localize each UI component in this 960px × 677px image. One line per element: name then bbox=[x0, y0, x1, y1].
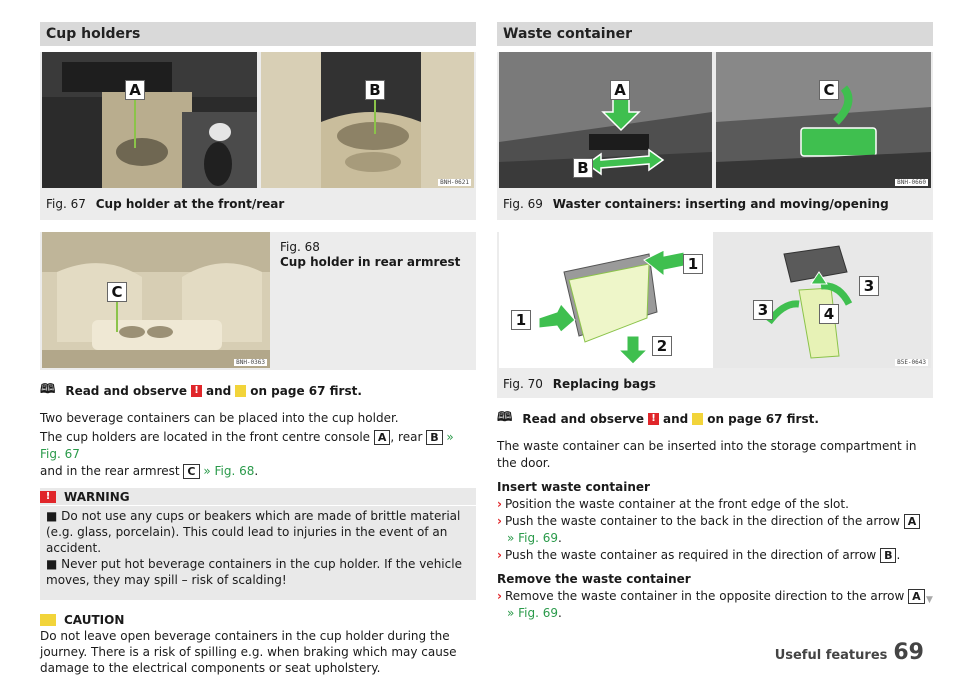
insert-step-1 bbox=[497, 496, 933, 513]
fig70-label-1b: 1 bbox=[511, 310, 531, 330]
fig69-photo-open bbox=[716, 52, 931, 188]
insert-step-2-text: Push the waste container to the back in the direction of the arrow bbox=[504, 514, 900, 528]
read-observe-post: on page 67 first. bbox=[707, 412, 819, 426]
page-number: 69 bbox=[893, 640, 924, 665]
fig70-label-2: 2 bbox=[652, 336, 672, 356]
fig67-caption bbox=[40, 190, 290, 218]
caution-text: Do not leave open beverage containers in the cup holder during the journey. There is a risk of spilling e.g. when braking which may cause damage to the electrical components or seat upholstery. bbox=[40, 629, 457, 675]
book-icon: 🕮 bbox=[497, 410, 513, 425]
paragraph-2 bbox=[40, 429, 476, 480]
bullet-icon: ■ bbox=[46, 509, 58, 523]
fig69-photo-insert bbox=[499, 52, 712, 188]
warning-title: WARNING bbox=[64, 489, 130, 504]
section-title-cup-holders: Cup holders bbox=[40, 22, 476, 46]
fig68-title: Cup holder in rear armrest bbox=[280, 255, 461, 269]
fig67-label-b: B bbox=[365, 80, 385, 100]
p2-text2: , rear bbox=[390, 430, 423, 444]
badge-a: A bbox=[904, 514, 921, 529]
fig68-photo bbox=[42, 232, 270, 368]
fig70-title: Replacing bags bbox=[552, 377, 656, 391]
insert-step-2 bbox=[497, 513, 933, 547]
caution-icon bbox=[235, 385, 246, 397]
fig69-label-c: C bbox=[819, 80, 839, 100]
paragraph-1: Two beverage containers can be placed into the cup holder. bbox=[40, 411, 399, 425]
link-fig67[interactable]: » Fig. 67 bbox=[40, 430, 454, 461]
read-observe-and: and bbox=[205, 384, 232, 398]
caution-icon bbox=[692, 413, 703, 425]
fig70-label-1a: 1 bbox=[683, 254, 703, 274]
fig69-caption bbox=[497, 190, 895, 218]
fig68-number: Fig. 68 bbox=[280, 240, 320, 254]
fig67-label-a: A bbox=[125, 80, 145, 100]
fig67-photo-front bbox=[42, 52, 257, 188]
read-observe-right bbox=[497, 408, 933, 430]
section-title-waste-container: Waste container bbox=[497, 22, 933, 46]
read-observe-and: and bbox=[662, 412, 689, 426]
insert-step-3 bbox=[497, 547, 933, 564]
fig70-label-4: 4 bbox=[819, 304, 839, 324]
insert-step-2-end: . bbox=[558, 531, 562, 545]
fig69-number: Fig. 69 bbox=[503, 197, 543, 211]
warning-item-2-text: Never put hot beverage containers in the cup holder. If the vehicle moves, they may spill – risk of scalding! bbox=[46, 557, 462, 587]
warning-box bbox=[40, 488, 476, 600]
caution-title: CAUTION bbox=[64, 613, 125, 627]
chevron-right-icon: › bbox=[497, 589, 502, 603]
caution-icon bbox=[40, 614, 56, 626]
fig70-caption bbox=[497, 370, 662, 398]
read-observe-post: on page 67 first. bbox=[250, 384, 362, 398]
fig67-title: Cup holder at the front/rear bbox=[95, 197, 285, 211]
fig70-illustration bbox=[499, 232, 931, 368]
left-column bbox=[40, 22, 476, 676]
badge-b: B bbox=[426, 430, 442, 445]
continue-arrow-icon: ▼ bbox=[926, 595, 933, 605]
warning-icon: ! bbox=[648, 413, 659, 425]
warning-item-2 bbox=[40, 556, 476, 600]
p2-text3: and in the rear armrest bbox=[40, 464, 180, 478]
fig67-photo-rear bbox=[261, 52, 474, 188]
caution-header bbox=[40, 612, 476, 628]
warning-item-1-text: Do not use any cups or beakers which are made of brittle material (e.g. glass, porcelain). This could lead to injuries in the event of an accident. bbox=[46, 509, 461, 555]
read-observe-left bbox=[40, 380, 476, 402]
fig69-label-a: A bbox=[610, 80, 630, 100]
badge-c: C bbox=[183, 464, 199, 479]
fig69-code: BNH-0660 bbox=[897, 179, 926, 186]
remove-step-1 bbox=[497, 588, 933, 622]
footer-section: Useful features bbox=[774, 648, 888, 663]
page-footer bbox=[775, 640, 924, 665]
remove-heading: Remove the waste container bbox=[497, 572, 691, 586]
fig68-caption bbox=[280, 240, 460, 270]
warning-header bbox=[40, 488, 476, 506]
fig68-label-c: C bbox=[107, 282, 127, 302]
fig70-number: Fig. 70 bbox=[503, 377, 543, 391]
remove-step-1-end: . bbox=[558, 606, 562, 620]
figure-68 bbox=[40, 232, 476, 370]
warning-icon: ! bbox=[191, 385, 202, 397]
figure-69 bbox=[497, 52, 933, 220]
insert-step-3-end: . bbox=[896, 548, 901, 562]
link-fig68[interactable]: » Fig. 68 bbox=[203, 464, 255, 478]
chevron-right-icon: › bbox=[497, 514, 502, 528]
book-icon: 🕮 bbox=[40, 382, 56, 397]
waste-intro: The waste container can be inserted into the storage compartment in the door. bbox=[497, 439, 917, 470]
fig69-label-b: B bbox=[573, 158, 593, 178]
bullet-icon: ■ bbox=[46, 557, 58, 571]
link-fig69[interactable]: » Fig. 69 bbox=[507, 606, 559, 620]
warning-item-1 bbox=[40, 506, 476, 556]
insert-heading: Insert waste container bbox=[497, 480, 650, 494]
chevron-right-icon: › bbox=[497, 497, 502, 511]
p2-text4: . bbox=[254, 464, 259, 478]
caution-block bbox=[40, 612, 476, 676]
fig68-code: BNH-0363 bbox=[236, 359, 265, 366]
remove-step-1-text: Remove the waste container in the opposite direction to the arrow bbox=[504, 589, 905, 603]
right-column bbox=[497, 22, 933, 622]
read-observe-pre: Read and observe bbox=[65, 384, 187, 398]
insert-step-1-text: Position the waste container at the front edge of the slot. bbox=[504, 497, 849, 511]
fig70-code: B5E-0643 bbox=[897, 359, 926, 366]
figure-67 bbox=[40, 52, 476, 220]
fig67-code: BNH-0621 bbox=[440, 179, 469, 186]
link-fig69[interactable]: » Fig. 69 bbox=[507, 531, 559, 545]
fig69-title: Waster containers: inserting and moving/opening bbox=[552, 197, 889, 211]
insert-step-3-text: Push the waste container as required in the direction of arrow bbox=[504, 548, 877, 562]
chevron-right-icon: › bbox=[497, 548, 502, 562]
badge-b: B bbox=[880, 548, 896, 563]
figure-70 bbox=[497, 232, 933, 398]
badge-a: A bbox=[908, 589, 925, 604]
fig67-number: Fig. 67 bbox=[46, 197, 86, 211]
badge-a: A bbox=[374, 430, 391, 445]
fig70-label-3a: 3 bbox=[859, 276, 879, 296]
p2-text1: The cup holders are located in the front centre console bbox=[40, 430, 371, 444]
fig70-label-3b: 3 bbox=[753, 300, 773, 320]
read-observe-pre: Read and observe bbox=[522, 412, 644, 426]
warning-icon: ! bbox=[40, 491, 56, 503]
